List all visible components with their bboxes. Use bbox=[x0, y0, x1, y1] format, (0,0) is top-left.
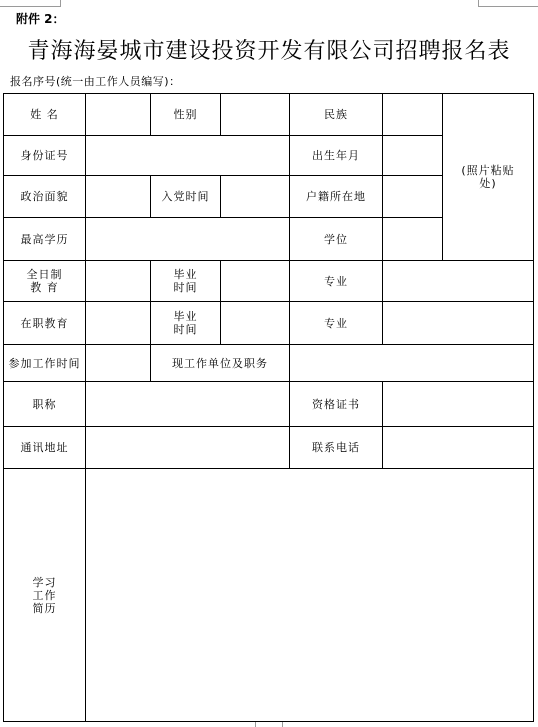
field-gender[interactable] bbox=[221, 94, 290, 136]
label-work-start-time: 参加工作时间 bbox=[4, 345, 86, 382]
field-inservice-education[interactable] bbox=[86, 302, 151, 345]
label-fulltime-education: 全日制 教 育 bbox=[4, 261, 86, 302]
field-degree[interactable] bbox=[383, 218, 443, 261]
serial-number-note: 报名序号(统一由工作人员编写)： bbox=[10, 75, 181, 88]
field-household-location[interactable] bbox=[383, 176, 443, 218]
label-name: 姓 名 bbox=[4, 94, 86, 136]
label-party-join-time: 入党时间 bbox=[151, 176, 221, 218]
label-gender: 性别 bbox=[151, 94, 221, 136]
form-row-work bbox=[4, 345, 534, 382]
field-id-number[interactable] bbox=[86, 136, 290, 176]
label-id-number: 身份证号 bbox=[4, 136, 86, 176]
registration-form-table bbox=[3, 93, 534, 722]
attachment-label: 附件 2： bbox=[16, 12, 65, 26]
label-major-2: 专业 bbox=[290, 302, 383, 345]
label-contact-phone: 联系电话 bbox=[290, 427, 383, 469]
label-household-location: 户籍所在地 bbox=[290, 176, 383, 218]
form-title: 青海海晏城市建设投资开发有限公司招聘报名表 bbox=[27, 39, 511, 64]
crop-mark-top-left-h bbox=[0, 6, 60, 7]
label-degree: 学位 bbox=[290, 218, 383, 261]
label-qualification-certificate: 资格证书 bbox=[290, 382, 383, 427]
field-party-join-time[interactable] bbox=[221, 176, 290, 218]
field-birth-date[interactable] bbox=[383, 136, 443, 176]
form-row-contact bbox=[4, 427, 534, 469]
crop-mark-top-right-v bbox=[478, 0, 479, 7]
label-resume: 学习 工作 简历 bbox=[4, 469, 86, 722]
label-ethnicity: 民族 bbox=[290, 94, 383, 136]
label-professional-title: 职称 bbox=[4, 382, 86, 427]
form-row-inservice bbox=[4, 302, 534, 345]
label-major-1: 专业 bbox=[290, 261, 383, 302]
field-contact-phone[interactable] bbox=[383, 427, 534, 469]
field-ethnicity[interactable] bbox=[383, 94, 443, 136]
field-professional-title[interactable] bbox=[86, 382, 290, 427]
label-birth-date: 出生年月 bbox=[290, 136, 383, 176]
field-mailing-address[interactable] bbox=[86, 427, 290, 469]
field-graduation-time-2[interactable] bbox=[221, 302, 290, 345]
field-major-1[interactable] bbox=[383, 261, 534, 302]
form-row-title bbox=[4, 382, 534, 427]
field-name[interactable] bbox=[86, 94, 151, 136]
label-inservice-education: 在职教育 bbox=[4, 302, 86, 345]
field-current-unit-position[interactable] bbox=[290, 345, 534, 382]
crop-mark-top-left-v bbox=[60, 0, 61, 7]
field-fulltime-education[interactable] bbox=[86, 261, 151, 302]
field-resume[interactable] bbox=[86, 469, 534, 722]
label-current-unit-position: 现工作单位及职务 bbox=[151, 345, 290, 382]
field-political-status[interactable] bbox=[86, 176, 151, 218]
field-major-2[interactable] bbox=[383, 302, 534, 345]
field-highest-education[interactable] bbox=[86, 218, 290, 261]
field-qualification-certificate[interactable] bbox=[383, 382, 534, 427]
form-row-fulltime bbox=[4, 261, 534, 302]
form-row-resume bbox=[4, 469, 534, 722]
field-graduation-time-1[interactable] bbox=[221, 261, 290, 302]
form-row-basic bbox=[4, 94, 534, 136]
label-highest-education: 最高学历 bbox=[4, 218, 86, 261]
photo-placeholder[interactable]: (照片粘贴处) bbox=[443, 94, 534, 261]
label-mailing-address: 通讯地址 bbox=[4, 427, 86, 469]
field-work-start-time[interactable] bbox=[86, 345, 151, 382]
label-graduation-time-1: 毕业 时间 bbox=[151, 261, 221, 302]
label-graduation-time-2: 毕业 时间 bbox=[151, 302, 221, 345]
label-political-status: 政治面貌 bbox=[4, 176, 86, 218]
crop-mark-top-right-h bbox=[478, 6, 538, 7]
